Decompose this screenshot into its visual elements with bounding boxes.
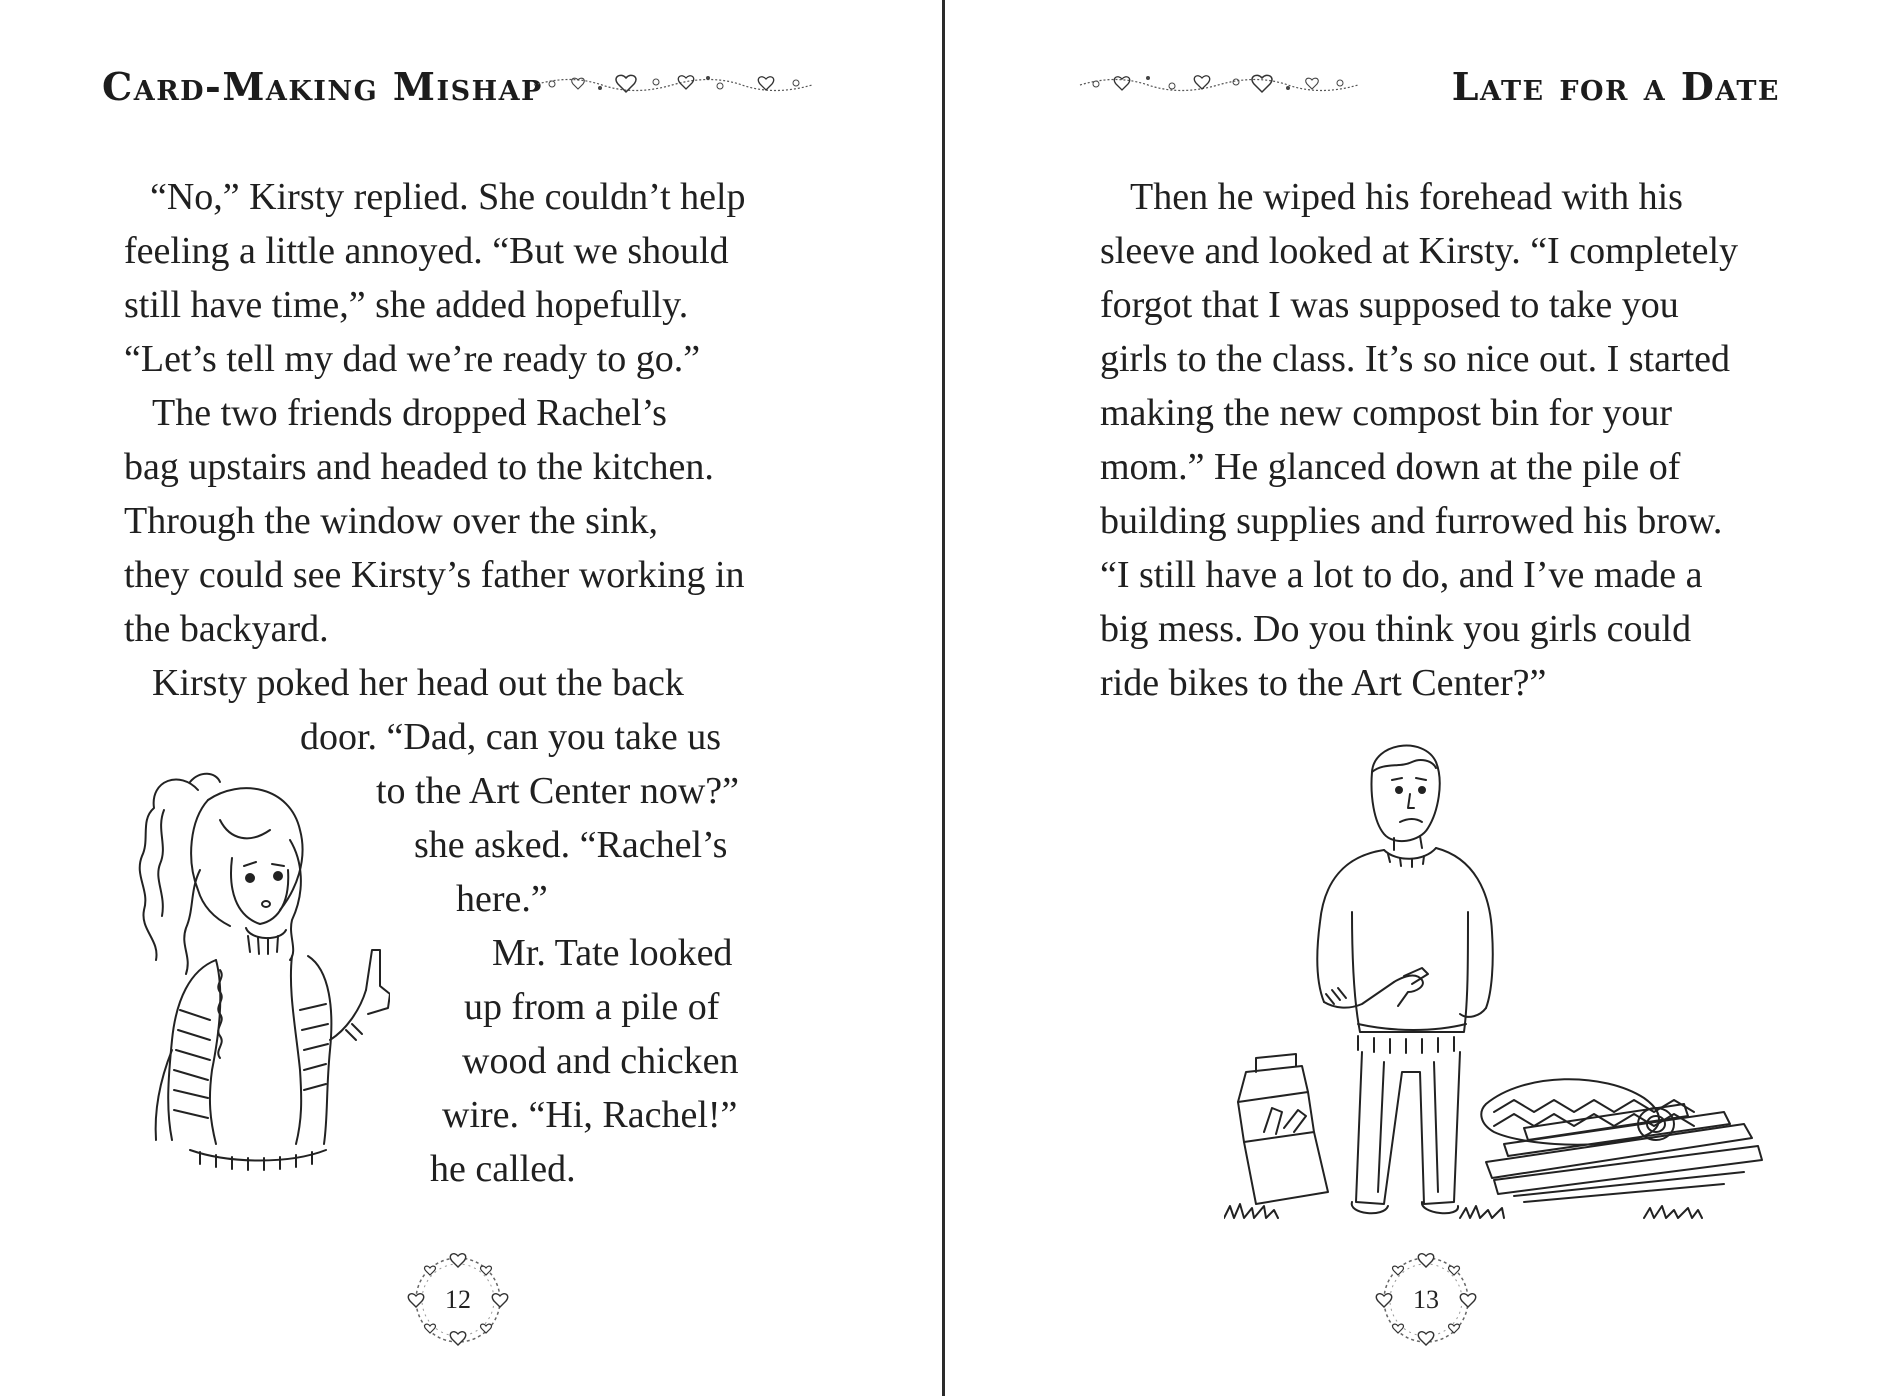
right-text-line: big mess. Do you think you girls could (1100, 608, 1692, 650)
left-text-line: to the Art Center now?” (376, 770, 740, 812)
left-text-line: up from a pile of (464, 986, 720, 1028)
left-text-line: wire. “Hi, Rachel!” (442, 1094, 738, 1136)
right-page-number-badge (1370, 1244, 1482, 1356)
book-spine (942, 0, 945, 1396)
left-text-line: “Let’s tell my dad we’re ready to go.” (124, 338, 701, 380)
mr-tate-illustration (1224, 732, 1764, 1220)
left-text-line: Mr. Tate looked (492, 932, 733, 974)
left-text-line: “No,” Kirsty replied. She couldn’t help (150, 176, 746, 218)
page-number: 13 (1413, 1285, 1439, 1314)
right-text-line: girls to the class. It’s so nice out. I started (1100, 338, 1731, 380)
left-text-line: he called. (430, 1148, 576, 1190)
right-running-head: Late for a Date (1451, 64, 1780, 109)
heart-vine-ornament (530, 68, 816, 100)
right-text-line: Then he wiped his forehead with his (1130, 176, 1683, 218)
left-text-line: The two friends dropped Rachel’s (152, 392, 667, 434)
left-text-line: wood and chicken (462, 1040, 739, 1082)
left-text-line: feeling a little annoyed. “But we should (124, 230, 729, 272)
left-text-line: they could see Kirsty’s father working in (124, 554, 745, 596)
left-text-line: Through the window over the sink, (124, 500, 659, 542)
left-text-line: Kirsty poked her head out the back (152, 662, 684, 704)
left-text-line: here.” (456, 878, 548, 920)
right-text-line: “I still have a lot to do, and I’ve made a (1100, 554, 1703, 596)
kirsty-illustration (120, 760, 390, 1180)
right-text-line: ride bikes to the Art Center?” (1100, 662, 1547, 704)
heart-vine-ornament (1076, 68, 1362, 100)
left-text-line: door. “Dad, can you take us (300, 716, 722, 758)
page-number: 12 (445, 1285, 471, 1314)
left-text-line: the backyard. (124, 608, 329, 650)
right-text-line: sleeve and looked at Kirsty. “I completely (1100, 230, 1739, 272)
right-text-line: mom.” He glanced down at the pile of (1100, 446, 1681, 488)
left-running-head: Card-Making Mishap (102, 64, 543, 109)
left-text-line: bag upstairs and headed to the kitchen. (124, 446, 714, 488)
right-text-line: making the new compost bin for your (1100, 392, 1673, 434)
right-text-line: building supplies and furrowed his brow. (1100, 500, 1723, 542)
left-text-line: still have time,” she added hopefully. (124, 284, 689, 326)
right-text-line: forgot that I was supposed to take you (1100, 284, 1679, 326)
left-page-number-badge (402, 1244, 514, 1356)
left-text-line: she asked. “Rachel’s (414, 824, 728, 866)
